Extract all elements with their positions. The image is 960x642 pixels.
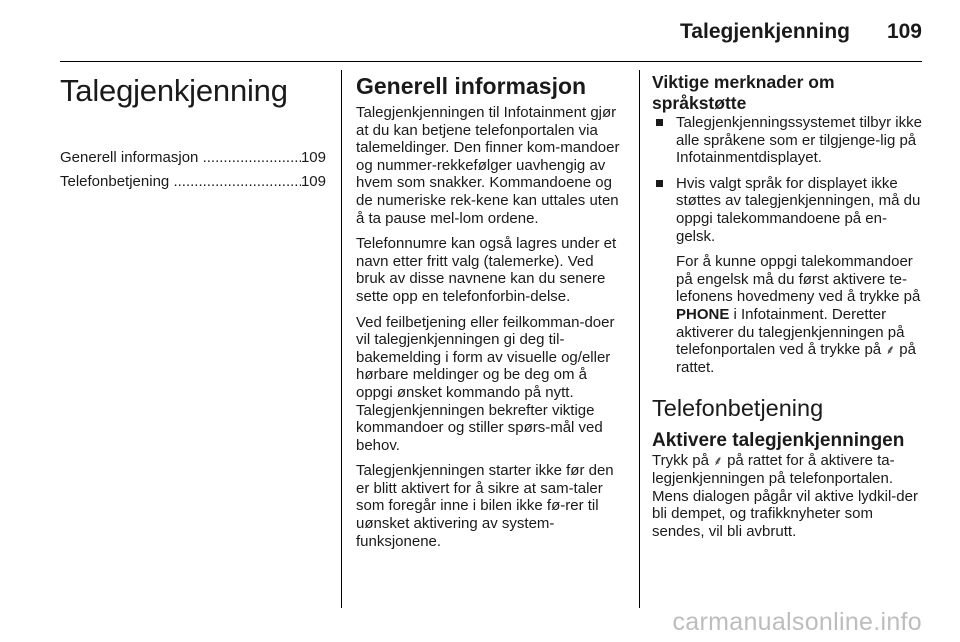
voice-command-icon: ⸙ bbox=[885, 342, 896, 358]
toc-page: 109 bbox=[300, 149, 326, 166]
table-of-contents bbox=[60, 146, 326, 194]
voice-command-icon: ⸙ bbox=[713, 453, 723, 469]
watermark: carmanualsonline.info bbox=[672, 608, 922, 636]
toc-page: 109 bbox=[300, 173, 326, 190]
toc-entry-generell[interactable] bbox=[60, 146, 326, 170]
text: For å kunne oppgi talekommandoer på engelsk må du først aktivere te-lefonens hovedmeny ved å trykke på bbox=[676, 253, 921, 306]
bullet-marker bbox=[656, 180, 663, 187]
bullet-list bbox=[652, 114, 924, 376]
column-toc bbox=[60, 72, 326, 194]
header-rule bbox=[60, 61, 922, 62]
paragraph: Ved feilbetjening eller feilkomman-doer vil talegjenkjenningen gi deg til-bakemelding i form av visuelle og/eller hørbare meldinger og be deg om å oppgi ønsket kommando på nytt. Talegjenkjenningen bekrefter viktige kommandoer og stiller spørs-mål ved behov. bbox=[356, 313, 615, 454]
list-item-text: Talegjenkjenningssystemet tilbyr ikke alle språkene som er tilgjenge-lig på Infotainmentdisplayet. bbox=[676, 114, 922, 167]
page-number: 109 bbox=[886, 20, 922, 43]
text: Trykk på bbox=[652, 452, 709, 470]
column-divider-1 bbox=[341, 70, 342, 608]
toc-label: Telefonbetjening bbox=[60, 173, 170, 190]
toc-entry-telefon[interactable] bbox=[60, 170, 326, 194]
running-title: Talegjenkjenning bbox=[680, 20, 850, 43]
phone-button-label: PHONE bbox=[676, 305, 730, 323]
paragraph: Telefonnumre kan også lagres under et navn etter fritt valg (talemerke). Ved bruk av disse navnene kan du senere sette opp en telefonforbin-delse. bbox=[356, 235, 617, 305]
list-item-text: Hvis valgt språk for displayet ikke støttes av talegjenkjenningen, må du oppgi talekommandoene på en-gelsk. bbox=[676, 174, 921, 245]
column-general-info bbox=[356, 72, 624, 558]
column-notes bbox=[652, 72, 924, 548]
column-divider-2 bbox=[639, 70, 640, 608]
paragraph: Talegjenkjenningen starter ikke før den er blitt aktivert for å sikre at sam-taler som foregår inne i bilen ikke fø-rer til uønsket aktivering av system-funksjonene. bbox=[356, 462, 614, 550]
subsection-heading: Viktige merknader om språkstøtte bbox=[652, 72, 835, 113]
section-heading: Generell informasjon bbox=[356, 73, 587, 99]
bullet-marker bbox=[656, 119, 663, 126]
chapter-title: Talegjenkjenning bbox=[60, 73, 288, 108]
list-item-sub-paragraph bbox=[676, 253, 924, 376]
text: i Infotainment. Deretter aktiverer du talegjenkjenningen på telefonportalen ved å trykke på bbox=[676, 305, 905, 359]
toc-label: Generell informasjon bbox=[60, 149, 199, 166]
toc-leader bbox=[198, 146, 301, 170]
toc-leader bbox=[169, 170, 301, 194]
section-title: Telefonbetjening bbox=[652, 395, 824, 422]
paragraph bbox=[652, 452, 924, 540]
subsection-heading: Aktivere talegjenkjenningen bbox=[652, 430, 905, 452]
text: på rattet for å aktivere ta-legjenkjenningen på telefonportalen. Mens dialogen pågår vil aktive lydkil-der bli dempet, og trafikknyheter som sendes, vil bli avbrutt. bbox=[652, 452, 918, 540]
text: på rattet. bbox=[676, 341, 916, 376]
paragraph: Talegjenkjenningen til Infotainment gjør at du kan betjene telefonportalen via talemeldinger. Den finner kom-mandoer og nummer-rekkefølger uavhengig av hvem som snakker. Kommandoene og de numeriske rek-kene kan uttales uten å ta pause mel-lom ordene. bbox=[356, 104, 620, 227]
list-item bbox=[652, 114, 924, 167]
page-header bbox=[60, 18, 922, 60]
list-item bbox=[652, 175, 924, 377]
